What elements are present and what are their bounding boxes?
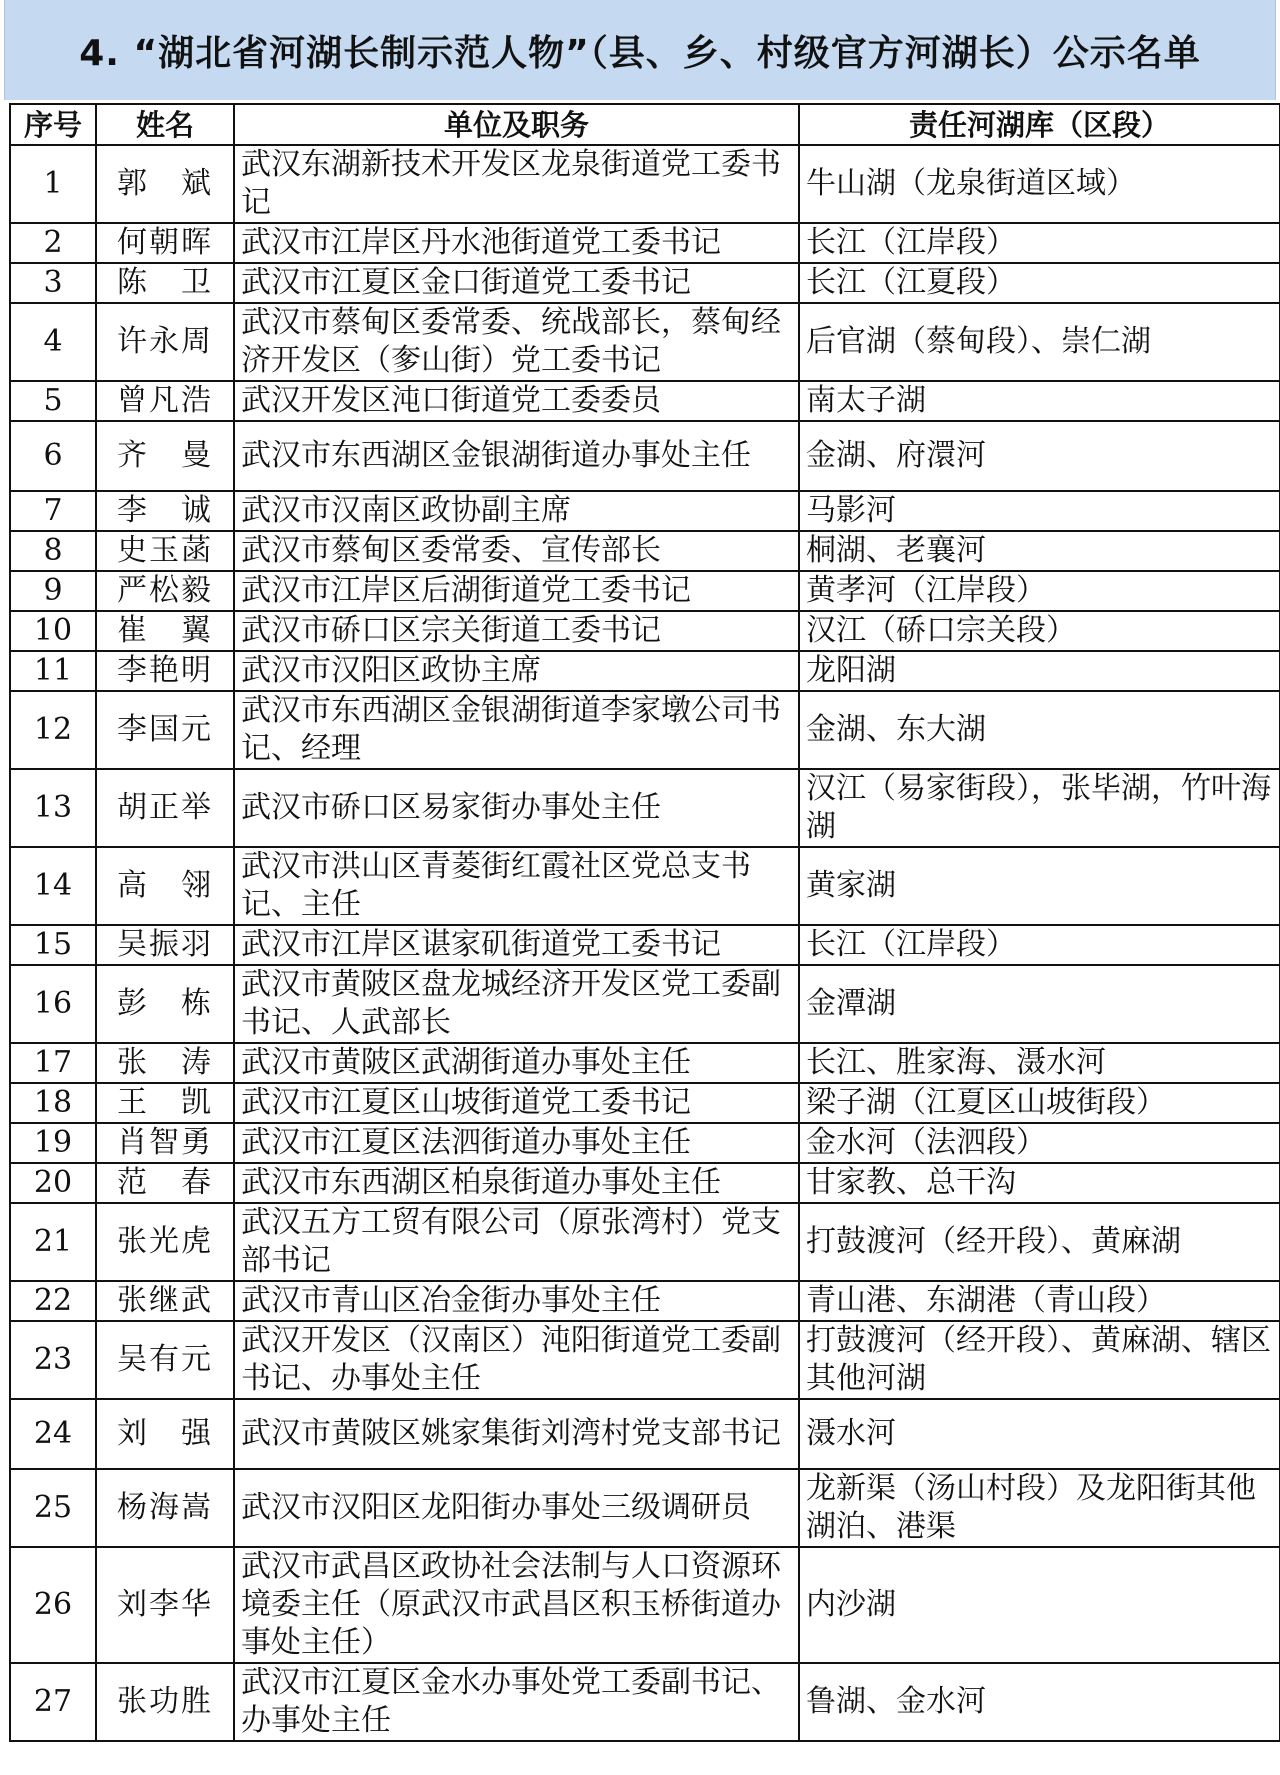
row-lake: 金潭湖 — [799, 965, 1280, 1043]
row-number: 9 — [10, 571, 96, 611]
row-lake: 滠水河 — [799, 1399, 1280, 1469]
row-lake: 打鼓渡河（经开段）、黄麻湖 — [799, 1203, 1280, 1281]
table-row — [10, 223, 1280, 263]
row-unit: 武汉市汉南区政协副主席 — [234, 491, 799, 531]
row-unit: 武汉市硚口区宗关街道工委书记 — [234, 611, 799, 651]
row-number: 10 — [10, 611, 96, 651]
table-row — [10, 965, 1280, 1043]
table-row — [10, 1123, 1280, 1163]
row-number: 18 — [10, 1083, 96, 1123]
row-number: 17 — [10, 1043, 96, 1083]
row-number: 3 — [10, 263, 96, 303]
row-name: 吴振羽 — [96, 925, 234, 965]
table-row — [10, 491, 1280, 531]
row-lake: 鲁湖、金水河 — [799, 1663, 1280, 1741]
row-number: 24 — [10, 1399, 96, 1469]
table-row — [10, 263, 1280, 303]
header-lake: 责任河湖库（区段） — [799, 104, 1280, 145]
row-lake: 汉江（易家街段），张毕湖，竹叶海湖 — [799, 769, 1280, 847]
table-row — [10, 571, 1280, 611]
header-no: 序号 — [10, 104, 96, 145]
row-number: 25 — [10, 1469, 96, 1547]
row-name: 胡正举 — [96, 769, 234, 847]
row-unit: 武汉市青山区冶金街办事处主任 — [234, 1281, 799, 1321]
row-unit: 武汉市黄陂区武湖街道办事处主任 — [234, 1043, 799, 1083]
row-name: 齐 曼 — [96, 421, 234, 491]
row-lake: 打鼓渡河（经开段）、黄麻湖、辖区其他河湖 — [799, 1321, 1280, 1399]
row-name: 张继武 — [96, 1281, 234, 1321]
row-lake: 青山港、东湖港（青山段） — [799, 1281, 1280, 1321]
row-unit: 武汉市蔡甸区委常委、统战部长，蔡甸经济开发区（奓山街）党工委书记 — [234, 303, 799, 381]
row-lake: 龙新渠（汤山村段）及龙阳街其他湖泊、港渠 — [799, 1469, 1280, 1547]
row-name: 史玉菡 — [96, 531, 234, 571]
row-number: 11 — [10, 651, 96, 691]
table-row — [10, 1547, 1280, 1663]
table-row — [10, 1163, 1280, 1203]
row-unit: 武汉市东西湖区金银湖街道李家墩公司书记、经理 — [234, 691, 799, 769]
row-name: 刘 强 — [96, 1399, 234, 1469]
header-unit: 单位及职务 — [234, 104, 799, 145]
row-lake: 黄孝河（江岸段） — [799, 571, 1280, 611]
row-lake: 南太子湖 — [799, 381, 1280, 421]
table-row — [10, 847, 1280, 925]
row-unit: 武汉市汉阳区龙阳街办事处三级调研员 — [234, 1469, 799, 1547]
table-row — [10, 1083, 1280, 1123]
row-number: 1 — [10, 145, 96, 223]
row-unit: 武汉市江岸区丹水池街道党工委书记 — [234, 223, 799, 263]
row-number: 16 — [10, 965, 96, 1043]
row-unit: 武汉市江夏区法泗街道办事处主任 — [234, 1123, 799, 1163]
table-row — [10, 421, 1280, 491]
row-unit: 武汉市江夏区金水办事处党工委副书记、办事处主任 — [234, 1663, 799, 1741]
row-unit: 武汉开发区沌口街道党工委委员 — [234, 381, 799, 421]
row-name: 许永周 — [96, 303, 234, 381]
row-unit: 武汉市江岸区后湖街道党工委书记 — [234, 571, 799, 611]
row-name: 李艳明 — [96, 651, 234, 691]
row-number: 26 — [10, 1547, 96, 1663]
table-row — [10, 651, 1280, 691]
row-number: 13 — [10, 769, 96, 847]
table-row — [10, 303, 1280, 381]
header-name: 姓名 — [96, 104, 234, 145]
row-unit: 武汉市蔡甸区委常委、宣传部长 — [234, 531, 799, 571]
row-unit: 武汉市东西湖区柏泉街道办事处主任 — [234, 1163, 799, 1203]
row-number: 19 — [10, 1123, 96, 1163]
row-number: 20 — [10, 1163, 96, 1203]
row-lake: 长江、胜家海、滠水河 — [799, 1043, 1280, 1083]
row-lake: 梁子湖（江夏区山坡街段） — [799, 1083, 1280, 1123]
row-name: 范 春 — [96, 1163, 234, 1203]
row-unit: 武汉市黄陂区盘龙城经济开发区党工委副书记、人武部长 — [234, 965, 799, 1043]
row-name: 肖智勇 — [96, 1123, 234, 1163]
row-lake: 黄家湖 — [799, 847, 1280, 925]
row-unit: 武汉市江夏区山坡街道党工委书记 — [234, 1083, 799, 1123]
row-lake: 长江（江夏段） — [799, 263, 1280, 303]
row-unit: 武汉开发区（汉南区）沌阳街道党工委副书记、办事处主任 — [234, 1321, 799, 1399]
row-name: 王 凯 — [96, 1083, 234, 1123]
row-name: 张功胜 — [96, 1663, 234, 1741]
row-unit: 武汉市东西湖区金银湖街道办事处主任 — [234, 421, 799, 491]
row-lake: 内沙湖 — [799, 1547, 1280, 1663]
row-name: 张光虎 — [96, 1203, 234, 1281]
title-bar — [4, 0, 1276, 100]
table-row — [10, 769, 1280, 847]
row-number: 23 — [10, 1321, 96, 1399]
row-name: 李国元 — [96, 691, 234, 769]
table-row — [10, 1203, 1280, 1281]
row-lake: 甘家教、总干沟 — [799, 1163, 1280, 1203]
table-row — [10, 381, 1280, 421]
row-number: 8 — [10, 531, 96, 571]
row-unit: 武汉市洪山区青菱街红霞社区党总支书记、主任 — [234, 847, 799, 925]
row-lake: 龙阳湖 — [799, 651, 1280, 691]
row-lake: 桐湖、老襄河 — [799, 531, 1280, 571]
row-number: 6 — [10, 421, 96, 491]
row-number: 14 — [10, 847, 96, 925]
row-name: 杨海嵩 — [96, 1469, 234, 1547]
table-row — [10, 1281, 1280, 1321]
table-row — [10, 925, 1280, 965]
row-lake: 牛山湖（龙泉街道区域） — [799, 145, 1280, 223]
row-name: 李 诚 — [96, 491, 234, 531]
row-name: 郭 斌 — [96, 145, 234, 223]
row-lake: 马影河 — [799, 491, 1280, 531]
table-row — [10, 1321, 1280, 1399]
row-unit: 武汉市汉阳区政协主席 — [234, 651, 799, 691]
row-name: 彭 栋 — [96, 965, 234, 1043]
row-name: 严松毅 — [96, 571, 234, 611]
roster-table — [9, 103, 1280, 1742]
table-row — [10, 691, 1280, 769]
table-row — [10, 1663, 1280, 1741]
row-unit: 武汉市黄陂区姚家集街刘湾村党支部书记 — [234, 1399, 799, 1469]
row-lake: 长江（江岸段） — [799, 925, 1280, 965]
row-number: 15 — [10, 925, 96, 965]
row-lake: 金水河（法泗段） — [799, 1123, 1280, 1163]
row-number: 5 — [10, 381, 96, 421]
row-lake: 长江（江岸段） — [799, 223, 1280, 263]
row-unit: 武汉市江夏区金口街道党工委书记 — [234, 263, 799, 303]
row-name: 曾凡浩 — [96, 381, 234, 421]
table-row — [10, 1399, 1280, 1469]
table-row — [10, 145, 1280, 223]
table-row — [10, 531, 1280, 571]
table-row — [10, 1043, 1280, 1083]
row-unit: 武汉东湖新技术开发区龙泉街道党工委书记 — [234, 145, 799, 223]
row-number: 22 — [10, 1281, 96, 1321]
row-name: 何朝晖 — [96, 223, 234, 263]
row-unit: 武汉市硚口区易家街办事处主任 — [234, 769, 799, 847]
row-name: 高 翎 — [96, 847, 234, 925]
row-unit: 武汉市江岸区谌家矶街道党工委书记 — [234, 925, 799, 965]
row-name: 吴有元 — [96, 1321, 234, 1399]
row-number: 27 — [10, 1663, 96, 1741]
row-number: 12 — [10, 691, 96, 769]
row-lake: 汉江（硚口宗关段） — [799, 611, 1280, 651]
row-unit: 武汉市武昌区政协社会法制与人口资源环境委主任（原武汉市武昌区积玉桥街道办事处主任） — [234, 1547, 799, 1663]
table-row — [10, 1469, 1280, 1547]
row-name: 张 涛 — [96, 1043, 234, 1083]
row-lake: 金湖、府澴河 — [799, 421, 1280, 491]
row-number: 7 — [10, 491, 96, 531]
row-name: 崔 翼 — [96, 611, 234, 651]
row-number: 2 — [10, 223, 96, 263]
table-row — [10, 611, 1280, 651]
row-lake: 后官湖（蔡甸段）、崇仁湖 — [799, 303, 1280, 381]
table-header-row — [10, 104, 1280, 145]
row-lake: 金湖、东大湖 — [799, 691, 1280, 769]
page-title: 4. “湖北省河湖长制示范人物”（县、乡、村级官方河湖长）公示名单 — [79, 32, 1201, 74]
row-number: 21 — [10, 1203, 96, 1281]
row-name: 刘李华 — [96, 1547, 234, 1663]
row-number: 4 — [10, 303, 96, 381]
row-unit: 武汉五方工贸有限公司（原张湾村）党支部书记 — [234, 1203, 799, 1281]
row-name: 陈 卫 — [96, 263, 234, 303]
